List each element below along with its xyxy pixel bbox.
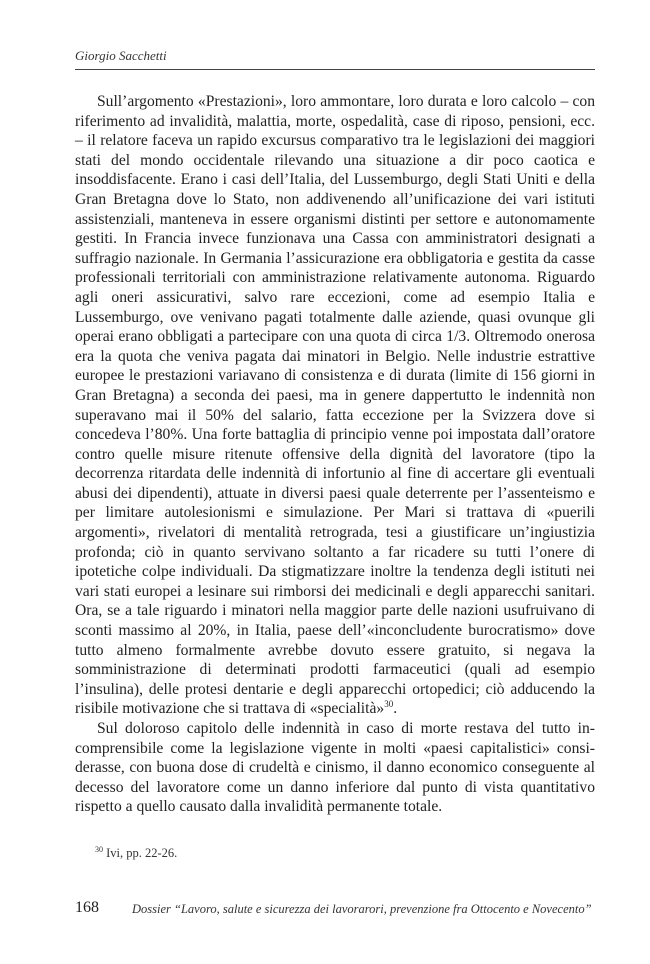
paragraph-1-text: Sull’argomento «Prestazioni», loro ammontare, loro durata e loro calcolo – con riferimento ad invalidità, malattia, morte, ospedalità, case di riposo, pensioni, ecc. – il relatore faceva un rapido excursus comparativo tra le legislazioni dei maggiori stati del mondo occidentale rilevando una situazione a dir poco caotica e insoddisfacente. Erano i casi dell’Italia, del Lussemburgo, degli Stati Uniti e della Gran Bretagna dove lo Stato, non addivenendo all’unificazione dei vari istituti assistenziali, manteneva in essere organismi distinti per settore e autonomamente gestiti. In Francia invece funzionava una Cassa con amministratori designati a suffragio nazionale. In Germania l’assicurazione era obbligatoria e gestita da casse professionali territoriali con amministrazione relativamente autonoma. Riguardo agli oneri assicurativi, salvo rare eccezioni, come ad esempio Italia e Lussemburgo, ove venivano pagati totalmente dalle aziende, quasi ovunque gli operai erano obbligati a partecipare con una quota di circa 1/3. Oltremodo onerosa era la quota che veniva pagata dai minatori in Belgio. Nelle industrie estrattive europee le prestazioni variavano di consistenza e di durata (limite di 156 giorni in Gran Bretagna) a seconda dei paesi, ma in genere dappertutto le indennità non superavano mai il 50% del salario, fatta eccezione per la Svizzera dove si concedeva l’80%. Una forte battaglia di principio venne poi impostata dall’oratore contro quelle misure ritenute offensive della dignità del lavoratore (tipo la decorrenza ritardata delle indennità di infortunio al fine di accertare gli eventuali abusi dei dipendenti), attuate in diversi paesi quale deterrente per l’assenteismo e per limitare autolesionismi e simulazione. Per Mari si trattava di «puerili argomenti», rivelatori di mentalità retrograda, tesi a giustificare un’ingiustizia profonda; ciò in quanto servivano soltanto a far ricadere su tutti l’onere di ipotetiche colpe individuali. Da stigmatizzare inoltre la tendenza degli istituti nei vari stati europei a lesinare sui rimborsi dei medicinali e degli apparecchi sanitari. Ora, se a tale riguardo i minatori nella maggior parte delle nazioni usufruivano di sconti massimo al 20%, in Italia, paese dell’«inconcludente burocratismo» dove tutto almeno formalmente avrebbe dovuto essere gratuito, si negava la somministrazione di determinati prodotti farmaceutici (quali ad esempio l’insulina), delle protesi dentarie e degli apparecchi ortopedici; ciò adducendo la risibile motivazione che si trattava di «specialità» xyxy=(75,93,595,718)
footnote-reference[interactable]: 30 xyxy=(384,699,394,710)
running-head-author: Giorgio Sacchetti xyxy=(75,48,167,63)
paragraph xyxy=(75,719,595,817)
page-number: 168 xyxy=(75,899,99,916)
footnote-text: Ivi, pp. 22-26. xyxy=(103,846,178,860)
footnote xyxy=(95,846,177,861)
paragraph: Sull’argomento «Prestazioni», loro ammontare, loro durata e loro calcolo – con riferimento ad invalidità, malattia, morte, ospedalità, case di riposo, pensioni, ecc. – il relatore faceva un rapido excursus comparativo tra le legislazioni dei maggiori stati del mondo occidentale rilevando una situazione a dir poco caotica e insoddisfacente. Erano i casi dell’Italia, del Lussemburgo, degli Stati Uniti e della Gran Bretagna dove lo Stato, non addivenendo all’unificazione dei vari istituti assistenziali, manteneva in essere organismi distinti per settore e autonomamente gestiti. In Francia invece funzionava una Cassa con amministratori designati a suffragio nazionale. In Germania l’assicurazione era obbligatoria e gestita da casse professionali territoriali con amministrazione relativamente autonoma. Riguardo agli oneri assicurativi, salvo rare eccezioni, come ad esempio Italia e Lussemburgo, ove venivano pagati totalmente dalle aziende, quasi ovunque gli operai erano obbligati a partecipare con una quota di circa 1/3. Oltremodo onerosa era la quota che veniva pagata dai minatori in Belgio. Nelle industrie estrattive europee le prestazioni variavano di consistenza e di durata (limite di 156 giorni in Gran Bretagna) a seconda dei paesi, ma in genere dappertutto le indennità non superavano mai il 50% del salario, fatta eccezione per la Svizzera dove si concedeva l’80%. Una forte battaglia di principio venne poi impostata dall’oratore contro quelle misure ritenute offensive della dignità del lavoratore (tipo la decorrenza ritardata delle indennità di infortunio al fine di accertare gli eventuali abusi dei dipendenti), attuate in diversi paesi quale deterrente per l’assenteismo e per limitare autolesionismi e simulazione. Per Mari si trattava di «puerili argomenti», rivelatori di mentalità retrograda, tesi a giustificare un’ingiustizia profonda; ciò in quanto servivano soltanto a far ricadere su tutti l’onere di ipotetiche colpe individuali. Da stigmatizzare inoltre la tendenza degli istituti nei vari stati europei a lesinare sui rimborsi dei medicinali e degli apparecchi sanitari. Ora, se a tale riguardo i minatori nella maggior parte delle nazioni usufruivano di sconti massimo al 20%, in Italia, paese dell’«inconcludente burocratismo» dove tutto almeno formalmente avrebbe dovuto essere gratuito, si negava la somministrazione di determinati prodotti farmaceutici (quali ad esempio l’insulina), delle protesi dentarie e degli apparecchi ortopedici; ciò adducendo la risibile motivazione che si trattava di «specialità»$^{30}$. xyxy=(75,93,595,718)
paragraph-2-text: Sul doloroso capitolo delle indennità in caso di morte restava del tutto incomprensibile come la legislazione vigente in molti «paesi capitalistici» considerasse, con buona dose di crudeltà e cinismo, il danno economico conseguente al decesso del lavoratore come un danno inferiore dal punto di vista quantitativo rispetto a quello causato dalla invalidità permanente totale. xyxy=(75,720,595,816)
header-rule xyxy=(75,69,595,70)
footnote-number: 30 xyxy=(95,844,103,854)
body-text xyxy=(75,92,595,817)
running-foot-title: Dossier “Lavoro, salute e sicurezza dei lavorarori, prevenzione fra Ottocento e Novecento” xyxy=(132,902,592,916)
